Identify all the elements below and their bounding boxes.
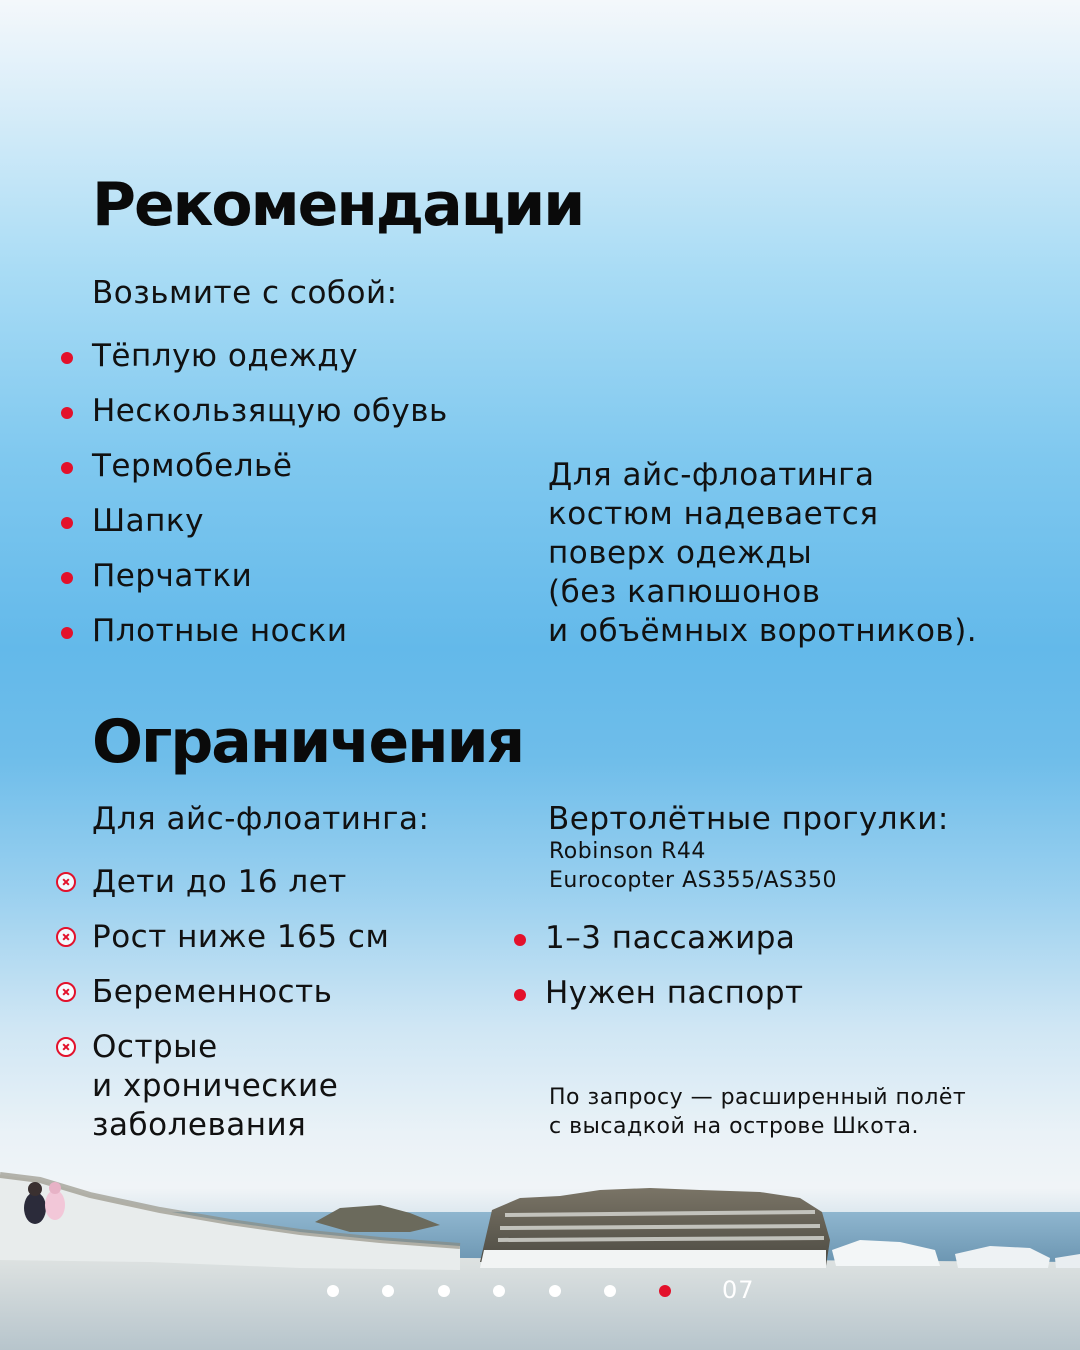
red-dot-icon	[61, 352, 73, 364]
list-item-label: Дети до 16 лет	[92, 864, 347, 900]
pagination-dot-active[interactable]	[659, 1285, 671, 1297]
ice-floating-heading: Для айс-флоатинга:	[92, 801, 430, 837]
helicopter-model: Eurocopter AS355/AS350	[549, 868, 838, 893]
recommendations-intro: Возьмите с собой:	[92, 275, 398, 311]
list-item-label: Нужен паспорт	[545, 975, 804, 1011]
list-item-label: Беременность	[92, 974, 333, 1010]
recommendations-title: Рекомендации	[92, 170, 584, 240]
list-item-label: Шапку	[92, 503, 204, 539]
restrictions-title: Ограничения	[92, 707, 524, 777]
list-item-label: и хронические	[92, 1068, 339, 1104]
pagination-dot[interactable]	[438, 1285, 450, 1297]
list-item-label: Нескользящую обувь	[92, 393, 448, 429]
red-dot-icon	[61, 627, 73, 639]
list-item-label: Рост ниже 165 см	[92, 919, 390, 955]
pagination-dot[interactable]	[327, 1285, 339, 1297]
shore-ice	[0, 1255, 1080, 1350]
x-circle-icon	[56, 872, 76, 892]
red-dot-icon	[61, 517, 73, 529]
list-item-label: заболевания	[92, 1107, 307, 1143]
list-item-label: 1–3 пассажира	[545, 920, 796, 956]
pagination-dot[interactable]	[604, 1285, 616, 1297]
list-item-label: Тёплую одежду	[92, 338, 359, 374]
red-dot-icon	[61, 462, 73, 474]
note-line: костюм надевается	[548, 496, 879, 532]
page-number: 07	[722, 1276, 755, 1304]
list-item-label: Перчатки	[92, 558, 253, 594]
red-dot-icon	[61, 572, 73, 584]
red-dot-icon	[514, 934, 526, 946]
note-line: поверх одежды	[548, 535, 813, 571]
helicopter-heading: Вертолётные прогулки:	[548, 801, 949, 837]
helicopter-note-line: с высадкой на острове Шкота.	[549, 1114, 919, 1139]
list-item-label: Плотные носки	[92, 613, 348, 649]
note-line: Для айс-флоатинга	[548, 457, 875, 493]
pagination-dot[interactable]	[549, 1285, 561, 1297]
pagination-dot[interactable]	[493, 1285, 505, 1297]
list-item-label: Термобельё	[92, 448, 293, 484]
x-circle-icon	[56, 982, 76, 1002]
note-line: и объёмных воротников).	[548, 613, 978, 649]
helicopter-model: Robinson R44	[549, 839, 706, 864]
pagination-dot[interactable]	[382, 1285, 394, 1297]
list-item-label: Острые	[92, 1029, 218, 1065]
note-line: (без капюшонов	[548, 574, 821, 610]
red-dot-icon	[61, 407, 73, 419]
x-circle-icon	[56, 927, 76, 947]
red-dot-icon	[514, 989, 526, 1001]
helicopter-note-line: По запросу — расширенный полёт	[549, 1085, 967, 1110]
x-circle-icon	[56, 1037, 76, 1057]
